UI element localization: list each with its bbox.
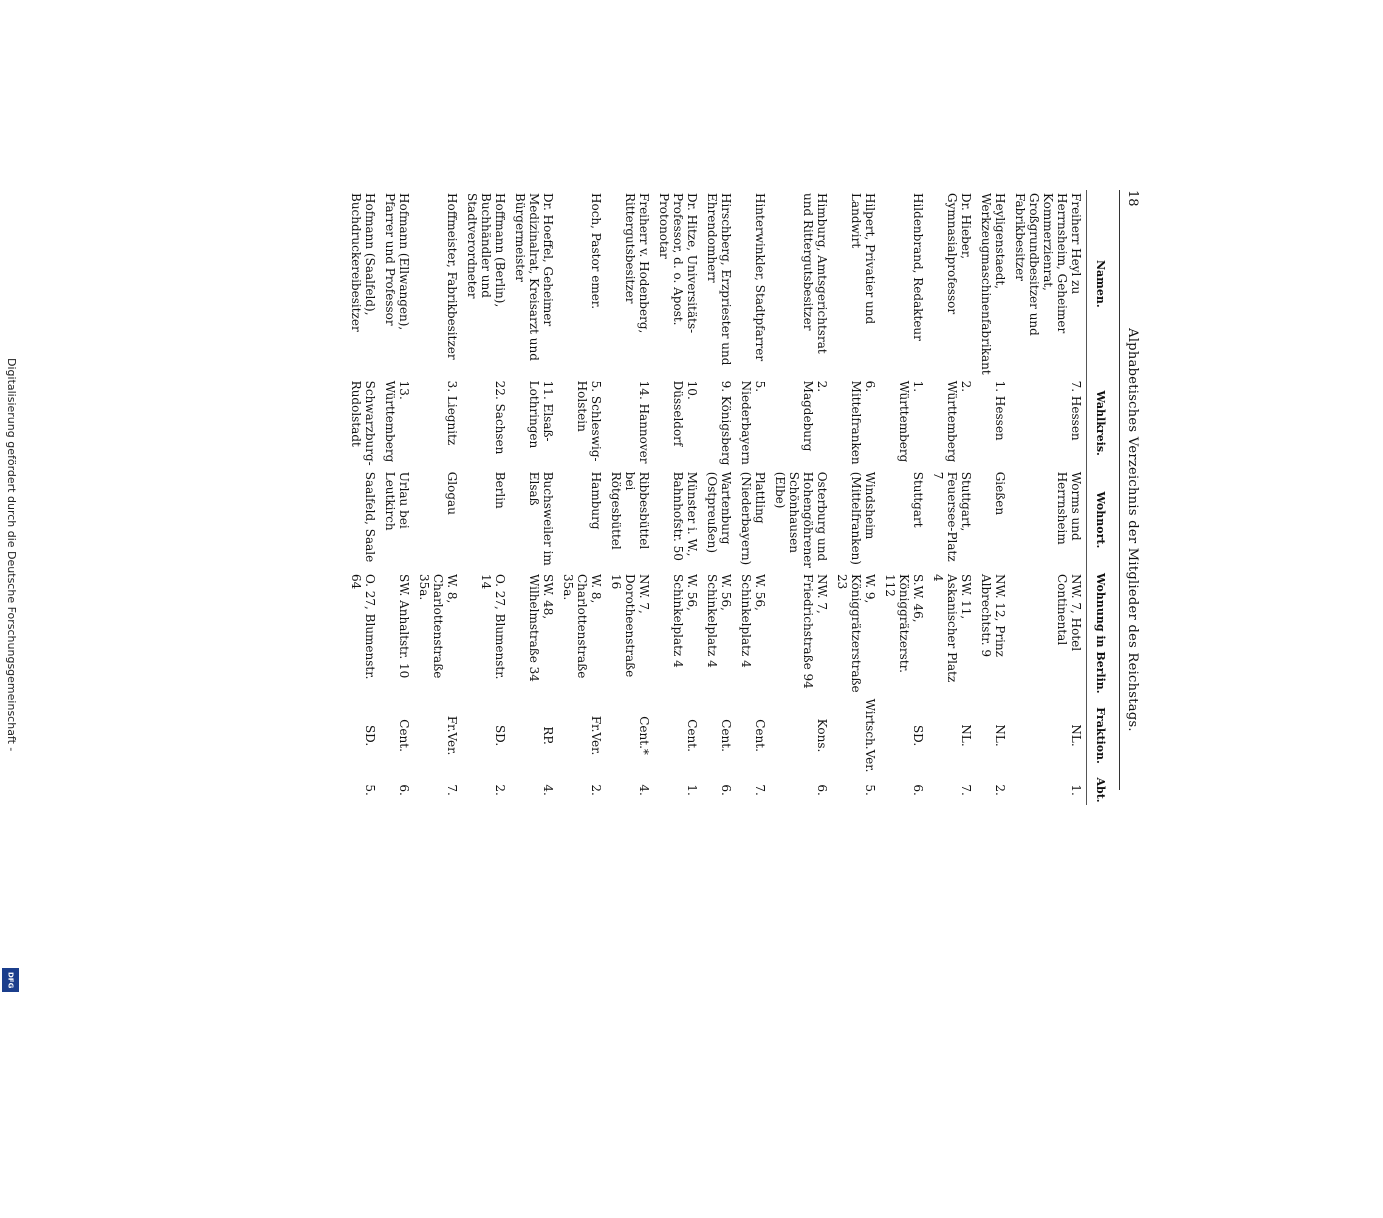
table-row <box>1010 190 1087 805</box>
header-row <box>1087 190 1111 805</box>
constituency: 5. Schleswig-Holstein <box>575 380 603 462</box>
residence: Worms und Herrnsheim <box>1055 471 1083 545</box>
division: 7. <box>753 784 767 796</box>
faction: SD. <box>493 724 507 747</box>
page-content <box>260 190 1140 803</box>
division: 1. <box>685 784 699 796</box>
col-header-constituency: Wahlkreis. <box>1087 378 1111 469</box>
residence: Wartenburg (Ostpreußen) <box>705 471 733 553</box>
member-name: Freiherr Heyl zu Herrnsheim, Geheimer Kommerzienrat, Großgrundbesitzer und Fabrikbesitzer <box>1013 193 1083 336</box>
table-row <box>558 190 606 805</box>
member-name: Himburg, Amtsgerichtsrat und Rittergutsbesitzer <box>801 193 829 354</box>
table-body <box>346 190 1087 805</box>
constituency: 14. Hannover <box>637 380 651 464</box>
division: 6. <box>397 784 411 796</box>
berlin-address: W. 8, Charlottenstraße 35a. <box>561 574 603 679</box>
berlin-address: W. 56, Schinkelplatz 4 <box>671 574 699 668</box>
residence: Ribbesbüttel bei Rötgesbüttel <box>609 471 651 550</box>
berlin-address: W. 8, Charlottenstraße 35a. <box>417 574 459 679</box>
constituency: 22. Sachsen <box>493 380 507 455</box>
division: 4. <box>541 784 555 796</box>
division: 6. <box>719 784 733 796</box>
faction: Cent. <box>685 719 699 752</box>
berlin-address: SW. 11, Askanischer Platz 4 <box>931 574 973 683</box>
constituency: 13. Württemberg <box>383 380 411 463</box>
division: 7. <box>959 784 973 796</box>
table-row <box>832 190 880 805</box>
faction: SD. <box>363 724 377 747</box>
table-row <box>654 190 702 805</box>
constituency: 1. Hessen <box>993 380 1007 441</box>
berlin-address: W. 9, Königgrätzerstraße 23 <box>835 574 877 693</box>
member-name: Hildenbrand, Redakteur <box>911 193 925 341</box>
table-row <box>346 190 380 805</box>
faction: RP. <box>541 726 555 745</box>
member-name: Heyligenstaedt, Werkzeugmaschinenfabrikant <box>979 193 1007 375</box>
division: 1. <box>1069 784 1083 796</box>
berlin-address: NW. 7, Dorotheenstraße 16 <box>609 574 651 678</box>
table-row <box>462 190 510 805</box>
table-row <box>976 190 1010 805</box>
berlin-address: SW. 48, Wilhelmstraße 34 <box>527 574 555 682</box>
faction: Cent. <box>719 719 733 752</box>
constituency: 1. Württemberg <box>897 380 925 463</box>
col-header-residence: Wohnort. <box>1087 469 1111 571</box>
berlin-address: O. 27, Blumenstr. 14 <box>479 574 507 680</box>
residence: Windsheim (Mittelfranken) <box>849 471 877 565</box>
berlin-address: S.W. 46, Königgrätzerstr. 112 <box>883 574 925 673</box>
faction: NL. <box>959 724 973 747</box>
col-header-faction: Fraktion. <box>1087 696 1111 776</box>
member-name: Hirschberg, Erzpriester und Ehrendomherr <box>705 193 733 366</box>
berlin-address: O. 27, Blumenstr. 64 <box>349 574 377 680</box>
residence: Berlin <box>493 471 507 509</box>
col-header-berlin-address: Wohnung in Berlin. <box>1087 571 1111 696</box>
constituency: 5. Niederbayern <box>739 380 767 465</box>
members-table <box>346 190 1110 805</box>
division: 5. <box>363 784 377 796</box>
funding-credit: Digitalisierung gefördert durch die Deutsche Forschungsgemeinschaft - <box>5 358 18 752</box>
member-name: Hinterwinkler, Stadtpfarrer <box>753 193 767 362</box>
member-name: Hoffmann (Berlin), Buchhändler und Stadtverordneter <box>465 193 507 308</box>
berlin-address: SW. Anhaltstr. 10 <box>397 574 411 679</box>
member-name: Dr. Hieber, Gymnasialprofessor <box>945 193 973 315</box>
berlin-address: W. 56, Schinkelplatz 4 <box>739 574 767 668</box>
constituency: 7. Hessen <box>1069 380 1083 441</box>
table-row <box>414 190 462 805</box>
faction: NL. <box>993 724 1007 747</box>
residence: Urlau bei Leutkirch <box>383 471 411 531</box>
page-number: 18 <box>1125 190 1140 207</box>
col-header-division: Abt. <box>1087 776 1111 805</box>
table-row <box>928 190 976 805</box>
member-name: Freiherr v. Hodenberg, Rittergutsbesitzer <box>623 193 651 334</box>
residence: Stuttgart <box>911 471 925 528</box>
berlin-address: NW. 7, Friedrichstraße 94 <box>801 574 829 689</box>
residence: Glogau <box>445 471 459 515</box>
constituency: 2. Württemberg <box>945 380 973 463</box>
table-row <box>380 190 414 805</box>
table-row <box>606 190 654 805</box>
dfg-logo: DFG <box>2 968 19 992</box>
residence: Hamburg <box>589 471 603 530</box>
constituency: 10. Düsseldorf <box>671 380 699 447</box>
faction: Cent.* <box>637 716 651 755</box>
col-header-names: Namen. <box>1087 190 1111 378</box>
member-name: Hofmann (Ellwangen), Pfarrer und Professor <box>383 193 411 331</box>
berlin-address: W. 56, Schinkelplatz 4 <box>705 574 733 668</box>
member-name: Hofmann (Saalfeld), Buchdruckereibesitzer <box>349 193 377 332</box>
faction: SD. <box>911 724 925 747</box>
table-row <box>880 190 928 805</box>
constituency: 2. Magdeburg <box>801 380 829 452</box>
faction: Kons. <box>815 718 829 753</box>
member-name: Dr. Hitze, Universitäts-Professor, d. o. Apost. Protonotar <box>657 193 699 334</box>
title-rule <box>1119 190 1120 790</box>
constituency: 11. Elsaß-Lothringen <box>527 380 555 449</box>
division: 5. <box>863 784 877 796</box>
division: 2. <box>993 784 1007 796</box>
residence: Münster i. W., Bahnhofstr. 50 <box>671 471 699 561</box>
faction: Fr.Ver. <box>589 715 603 756</box>
residence: Saalfeld, Saale <box>363 471 377 563</box>
residence: Buchsweiler im Elsaß <box>527 471 555 566</box>
division: 2. <box>589 784 603 796</box>
division: 2. <box>493 784 507 796</box>
scanned-page <box>250 180 1150 803</box>
table-row <box>770 190 832 805</box>
member-name: Hoch, Pastor emer. <box>589 193 603 310</box>
residence: Gießen <box>993 471 1007 516</box>
sidebar <box>0 0 22 1000</box>
residence: Stuttgart, Feuersee-Platz 7 <box>931 471 973 562</box>
member-name: Dr. Hoeffel, Geheimer Medizinalrat, Kreisarzt und Bürgermeister <box>513 193 555 361</box>
division: 4. <box>637 784 651 796</box>
berlin-address: NW. 12, Prinz Albrechtstr. 9 <box>979 574 1007 657</box>
table-row <box>736 190 770 805</box>
faction: Cent. <box>753 719 767 752</box>
berlin-address: NW. 7, Hotel Continental <box>1055 574 1083 652</box>
residence: Plattling (Niederbayern) <box>739 471 767 566</box>
constituency: 3. Liegnitz <box>445 380 459 446</box>
division: 6. <box>911 784 925 796</box>
faction: Cent. <box>397 719 411 752</box>
division: 7. <box>445 784 459 796</box>
faction: NL. <box>1069 724 1083 747</box>
faction: Wirtsch.Ver. <box>863 698 877 773</box>
constituency: Schwarzburg-Rudolstadt <box>349 380 377 466</box>
division: 6. <box>815 784 829 796</box>
member-name: Hoffmeister, Fabrikbesitzer <box>445 193 459 360</box>
table-row <box>510 190 558 805</box>
member-name: Hilpert, Privatier und Landwirt <box>849 193 877 325</box>
faction: Fr.Ver. <box>445 715 459 756</box>
table-row <box>702 190 736 805</box>
constituency: 6. Mittelfranken <box>849 380 877 465</box>
constituency: 9. Königsberg <box>719 380 733 466</box>
residence: Osterburg und Hohengöhrener Schönhausen (Elbe) <box>773 471 829 569</box>
page-title: Alphabetisches Verzeichnis der Mitglieder des Reichstags. <box>1125 328 1140 732</box>
